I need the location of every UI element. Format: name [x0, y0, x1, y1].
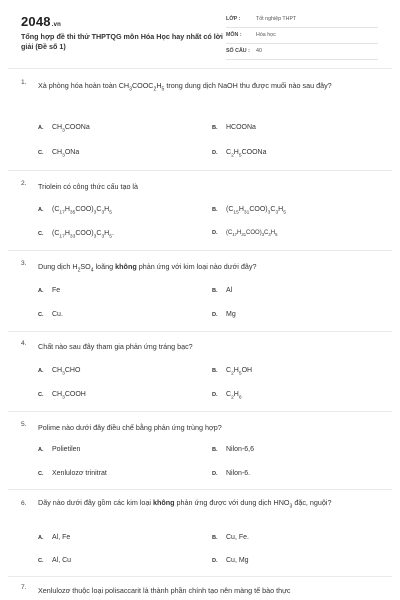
option-d[interactable]: D. Mg: [212, 311, 236, 318]
option-d[interactable]: D. $C_2H_6$: [212, 391, 242, 401]
option-a[interactable]: A. Fe: [38, 287, 61, 294]
question-text: Triolein có công thức cấu tạo là: [38, 182, 139, 191]
divider: [8, 489, 392, 490]
divider: [8, 331, 392, 332]
option-c[interactable]: C. Xenlulozơ trinitrat: [38, 470, 107, 477]
option-b[interactable]: B. HCOONa: [212, 124, 256, 131]
meta-subject-value: Hóa học: [256, 32, 276, 38]
option-c[interactable]: C. Cu.: [38, 311, 63, 318]
divider: [8, 68, 392, 69]
divider: [8, 576, 392, 577]
meta-count-label: SỐ CÂU :: [226, 48, 250, 54]
meta-count-value: 40: [256, 48, 262, 54]
meta-class-label: LỚP :: [226, 16, 241, 22]
option-a[interactable]: A. Polietilen: [38, 446, 81, 453]
option-a[interactable]: A. $CH_3COONa$: [38, 124, 90, 134]
question-number: 3.: [21, 260, 27, 267]
divider: [8, 250, 392, 251]
question-text: Xà phòng hóa hoàn toàn $CH_3COOC_2H_5$ trong dung dịch NaOH thu được muối nào sau đây?: [38, 81, 332, 93]
question-number: 7.: [21, 584, 27, 591]
meta-subject: [226, 28, 378, 44]
exam-title: Tổng hợp đề thi thử THPTQG môn Hóa Học hay nhất có lời giải (Đề số 1): [21, 32, 223, 51]
divider: [8, 170, 392, 171]
option-c[interactable]: C. $CH_3ONa$: [38, 149, 80, 159]
site-logo[interactable]: 2048.vn: [21, 14, 62, 29]
question-text: Chất nào sau đây tham gia phản ứng tráng bạc?: [38, 342, 193, 351]
option-c[interactable]: C. $CH_3COOH$: [38, 391, 86, 401]
option-a[interactable]: A. Al, Fe: [38, 534, 71, 541]
page-header: [0, 0, 400, 66]
question-text: Dung dịch $H_2SO_4$ loãng không phản ứng với kim loại nào dưới đây?: [38, 262, 257, 274]
option-a[interactable]: A. $(C_{17}H_{35}COO)_3C_3H_5$: [38, 206, 112, 216]
question-number: 2.: [21, 180, 27, 187]
question-number: 1.: [21, 79, 27, 86]
option-c[interactable]: C. $(C_{17}H_{33}COO)_3C_3H_5$.: [38, 230, 114, 240]
option-b[interactable]: B. Al: [212, 287, 233, 294]
meta-subject-label: MÔN :: [226, 32, 242, 38]
question-number: 4.: [21, 340, 27, 347]
question-number: 5.: [21, 421, 27, 428]
option-c[interactable]: C. Al, Cu: [38, 557, 72, 564]
question-number: 6.: [21, 500, 27, 507]
question-text: Dãy nào dưới đây gồm các kim loại không phản ứng được với dung dịch $HNO_3$ đặc, nguội?: [38, 498, 332, 510]
option-b[interactable]: B. Cu, Fe.: [212, 534, 249, 541]
meta-class: [226, 12, 378, 28]
meta-count: [226, 44, 378, 60]
meta-class-value: Tốt nghiệp THPT: [256, 16, 297, 22]
option-d[interactable]: D. $(C_{17}H_{31}COO)_3C_3H_5$: [212, 230, 278, 238]
question-text: Polime nào dưới đây điều chế bằng phản ứng trùng hợp?: [38, 423, 222, 432]
divider: [8, 411, 392, 412]
option-b[interactable]: B. $(C_{15}H_{31}COO)_3C_3H_5$: [212, 206, 286, 216]
question-text: Xenlulozơ thuộc loại polisaccarit là thành phần chính tạo nên màng tế bào thực: [38, 586, 291, 595]
option-d[interactable]: D. Nilon-6.: [212, 470, 251, 477]
option-d[interactable]: D. $C_2H_5COONa$: [212, 149, 267, 159]
option-a[interactable]: A. $CH_3CHO$: [38, 367, 81, 377]
option-b[interactable]: B. $C_2H_5OH$: [212, 367, 253, 377]
option-d[interactable]: D. Cu, Mg: [212, 557, 249, 564]
option-b[interactable]: B. Nilon-6,6: [212, 446, 255, 453]
